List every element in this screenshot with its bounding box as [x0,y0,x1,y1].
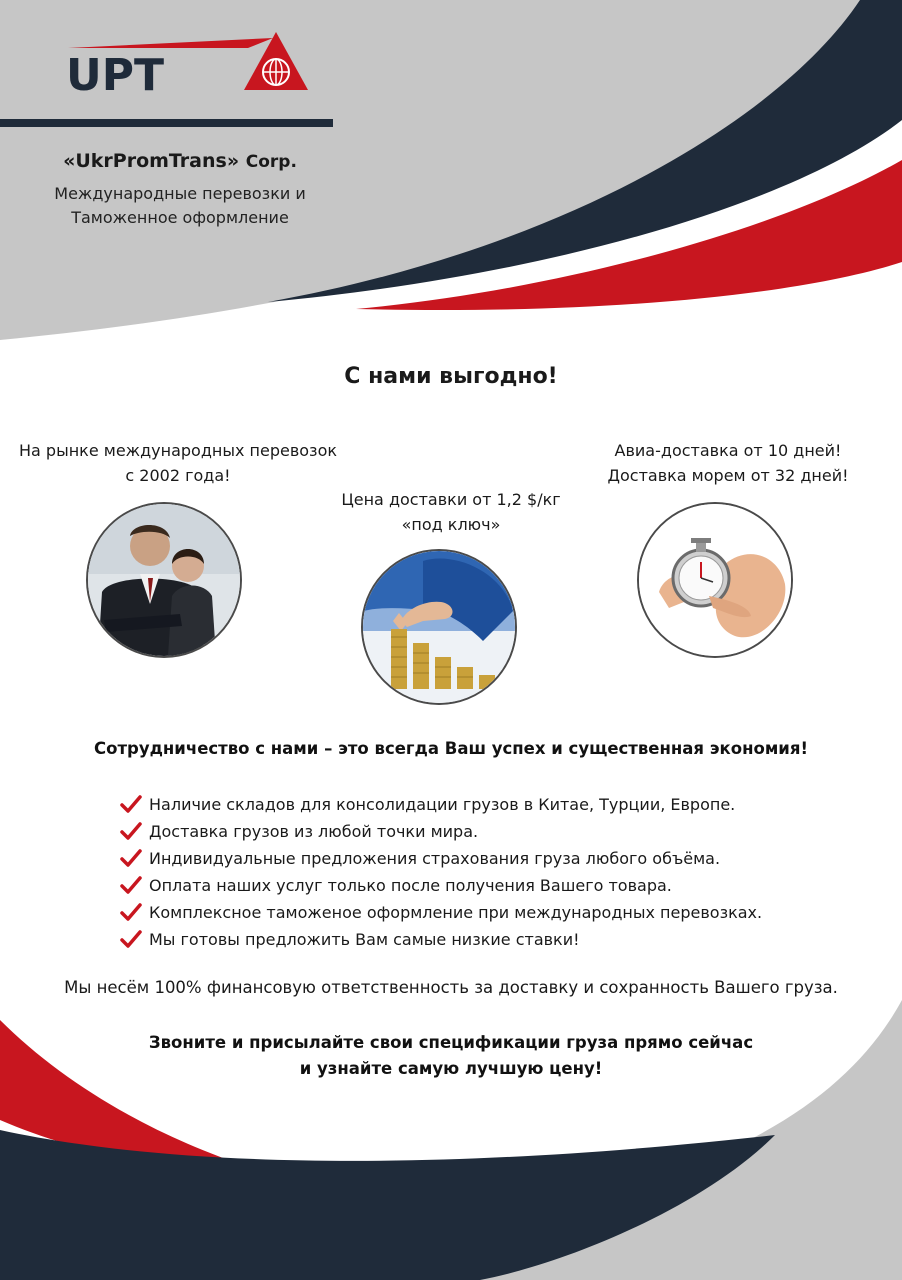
checkmark-icon [120,876,142,896]
company-name-line [30,150,330,172]
company-name: «UkrPromTrans» [63,150,240,172]
benefit-text: Комплексное таможеное оформление при международных перевозках. [149,903,763,922]
company-suffix: Corp. [245,152,297,172]
list-item [120,791,762,818]
benefit-text: Мы готовы предложить Вам самые низкие ставки! [149,930,580,949]
feature-2-line1: Цена доставки от 1,2 $/кг [341,490,561,509]
checkmark-icon [120,822,142,842]
feature-caption-1 [0,438,356,488]
list-item [120,818,762,845]
stopwatch-photo [637,502,793,658]
list-item [120,926,762,953]
list-item [120,845,762,872]
responsibility-statement: Мы несём 100% финансовую ответственность за доставку и сохранность Вашего груза. [64,978,838,997]
benefits-list [120,791,762,953]
feature-2-line2: «под ключ» [401,515,501,534]
benefit-text: Индивидуальные предложения страхования груза любого объёма. [149,849,721,868]
feature-1-line2: с 2002 года! [125,466,231,485]
checkmark-icon [120,930,142,950]
checkmark-icon [120,903,142,923]
page-title: С нами выгодно! [344,364,558,389]
tagline-line2: Таможенное оформление [71,208,289,227]
checkmark-icon [120,849,142,869]
coin-stacks-photo [361,549,517,705]
header-rule [0,119,333,127]
list-item [120,899,762,926]
feature-caption-3 [578,438,878,488]
feature-3-line2: Доставка морем от 32 дней! [607,466,849,485]
call-to-action [0,1030,902,1082]
benefit-text: Оплата наших услуг только после получения Вашего товара. [149,876,672,895]
slogan: Сотрудничество с нами – это всегда Ваш успех и существенная экономия! [94,739,808,758]
company-logo [58,26,308,106]
checkmark-icon [120,795,142,815]
company-block [30,150,330,230]
benefit-text: Наличие складов для консолидации грузов в Китае, Турции, Европе. [149,795,736,814]
feature-1-line1: На рынке международных перевозок [18,441,338,460]
feature-3-line1: Авиа-доставка от 10 дней! [614,441,842,460]
business-people-photo [86,502,242,658]
logo-text: UPT [66,50,164,101]
cta-line1: Звоните и присылайте свои спецификации груза прямо сейчас [148,1033,754,1052]
tagline-line1: Международные перевозки и [54,184,306,203]
feature-caption-2 [288,487,614,537]
list-item [120,872,762,899]
cta-line2: и узнайте самую лучшую цену! [299,1059,603,1078]
benefit-text: Доставка грузов из любой точки мира. [149,822,479,841]
